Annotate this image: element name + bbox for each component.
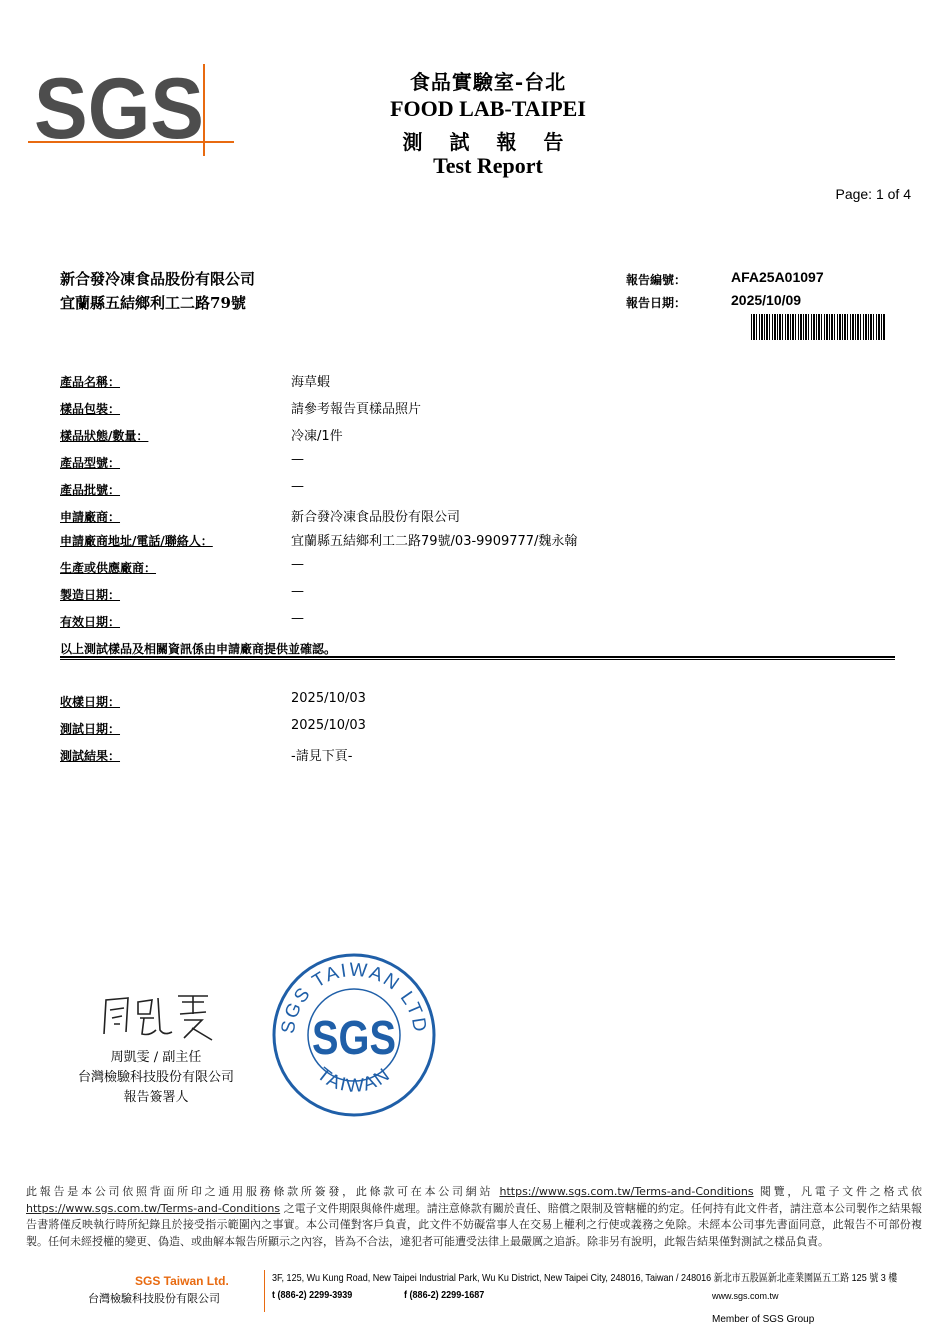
divider [60, 659, 895, 660]
footer-website[interactable]: www.sgs.com.tw [712, 1291, 779, 1301]
footer-address: 3F, 125, Wu Kung Road, New Taipei Industrial Park, Wu Ku District, New Taipei City, 248016, Taiwan / 248016 新北市五股區新北產業園區五工路 125 號 3 樓 [272, 1272, 898, 1284]
signer-company: 台灣檢驗科技股份有限公司 [77, 1070, 234, 1085]
report-date-value: 2025/10/09 [731, 292, 802, 308]
field-value: 新合發冷凍食品股份有限公司 [291, 510, 461, 525]
field-label: 樣品狀態/數量： [60, 429, 149, 443]
report-title-en: Test Report [433, 153, 543, 178]
report-no-label: 報告編號： [626, 273, 687, 287]
report-barcode [751, 314, 885, 340]
stamp-top-text: SGS TAIWAN LTD [277, 959, 431, 1036]
field-value: — [291, 557, 304, 572]
date-value: 2025/10/03 [291, 718, 366, 733]
field-value: 宜蘭縣五結鄉利工二路79號/03-9909777/魏永翰 [291, 534, 578, 549]
footer-phone: t (886-2) 2299-3939 [272, 1289, 353, 1301]
sgs-logo-text: SGS [34, 62, 204, 157]
field-value: — [291, 584, 304, 599]
field-label: 產品型號： [60, 456, 121, 470]
date-label: 測試結果： [60, 749, 121, 763]
stamp-bottom-text: TAIWAN [312, 1063, 396, 1097]
disclaimer-text: 閱覽，凡電子文件之格式依 [753, 1185, 922, 1198]
footer-member: Member of SGS Group [712, 1314, 815, 1325]
field-label: 產品名稱： [60, 375, 121, 389]
date-value: -請見下頁- [291, 749, 353, 764]
divider [60, 656, 895, 658]
field-value: 海草蝦 [291, 375, 331, 390]
field-label: 申請廠商： [60, 510, 121, 524]
terms-link[interactable]: https://www.sgs.com.tw/Terms-and-Conditions [26, 1201, 281, 1215]
signer-role: 報告簽署人 [123, 1090, 189, 1105]
handwritten-signature [98, 988, 216, 1044]
disclaimer-text: 此報告是本公司依照背面所印之通用服務條款所簽發，此條款可在本公司網站 [26, 1185, 500, 1198]
field-label: 有效日期： [60, 615, 121, 629]
page-number: Page: 1 of 4 [835, 186, 911, 202]
signer-name-title: 周凱雯 / 副主任 [110, 1050, 202, 1065]
terms-link[interactable]: https://www.sgs.com.tw/Terms-and-Conditions [499, 1185, 754, 1198]
date-value: 2025/10/03 [291, 691, 366, 706]
stamp-center-text: SGS [312, 1012, 396, 1065]
field-value: 冷凍/1件 [291, 429, 343, 444]
date-label: 測試日期： [60, 722, 121, 736]
legal-disclaimer [26, 1184, 922, 1250]
field-label: 產品批號： [60, 483, 121, 497]
field-value: — [291, 611, 304, 626]
field-label: 樣品包裝： [60, 402, 121, 416]
svg-text:TAIWAN [313, 1064, 395, 1097]
field-label: 申請廠商地址/電話/聯絡人： [60, 534, 213, 548]
client-address: 宜蘭縣五結鄉利工二路79號 [60, 294, 246, 312]
footer-fax: f (886-2) 2299-1687 [404, 1289, 485, 1301]
footer-company-zh: 台灣檢驗科技股份有限公司 [88, 1292, 220, 1305]
lab-title-zh: 食品實驗室-台北 [409, 70, 567, 94]
field-value: — [291, 452, 304, 467]
field-label: 生產或供應廠商： [60, 561, 157, 575]
field-value: — [291, 479, 304, 494]
lab-title-en: FOOD LAB-TAIPEI [390, 96, 586, 121]
disclaimer-text: 之電子文件期限與條件處理。請注意條款有關於責任、賠償之限制及管轄權的約定。任何持有此文件者，請注意本公司製作之結果報告書將僅反映執行時所紀錄且於接受指示範圍內之事實。本公司僅對客戶負責，此文件不妨礙當事人在交易上權利之行使或義務之免除。未經本公司事先書面同意，此報告不可部份複製。任何未經授權的變更、偽造、或曲解本報告所顯示之內容，皆為不合法，違犯者可能遭受法律上最嚴厲之追訴。除非另有說明，此報告結果僅對測試之樣品負責。 [26, 1201, 922, 1248]
sgs-taiwan-stamp [270, 950, 438, 1120]
field-label: 製造日期： [60, 588, 121, 602]
sample-note: 以上測試樣品及相關資訊係由申請廠商提供並確認。 [60, 642, 337, 656]
sgs-logo [28, 62, 238, 158]
footer-company-en: SGS Taiwan Ltd. [135, 1274, 229, 1288]
field-value: 請參考報告頁樣品照片 [291, 402, 422, 417]
client-name: 新合發冷凍食品股份有限公司 [60, 270, 256, 288]
footer-divider [264, 1270, 265, 1312]
report-title-zh: 測 試 報 告 [402, 130, 574, 154]
date-label: 收樣日期： [60, 695, 121, 709]
report-no-value: AFA25A01097 [731, 269, 824, 285]
report-date-label: 報告日期： [626, 296, 687, 310]
